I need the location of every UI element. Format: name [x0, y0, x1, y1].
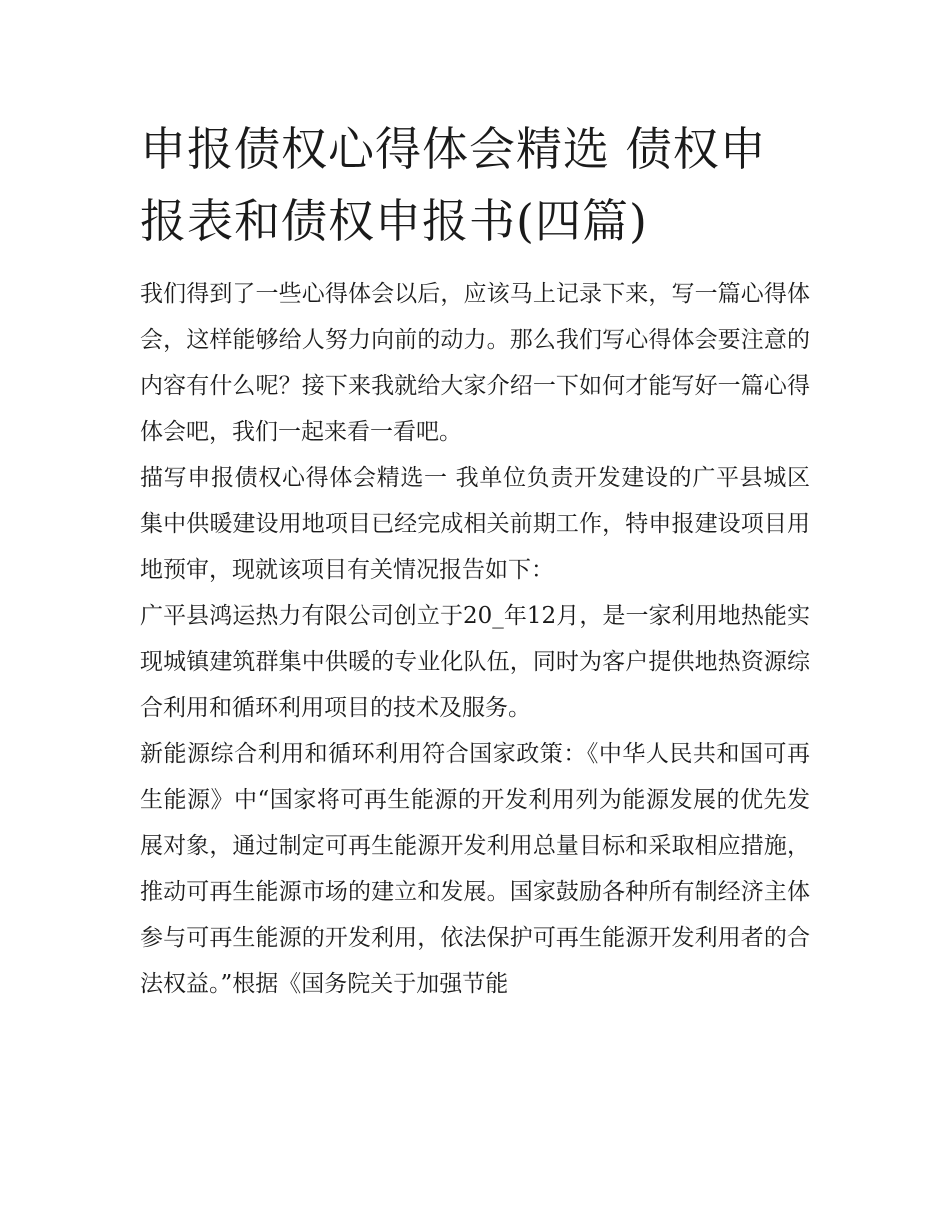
document-title: 申报债权心得体会精选 债权申报表和债权申报书(四篇): [140, 122, 767, 248]
paragraph-project-report: 描写申报债权心得体会精选一 我单位负责开发建设的广平县城区集中供暖建设用地项目已经完成相关前期工作，特申报建设项目用地预审，现就该项目有关情况报告如下：: [140, 465, 810, 583]
paragraph-intro: 我们得到了一些心得体会以后，应该马上记录下来，写一篇心得体会，这样能够给人努力向前的动力。那么我们写心得体会要注意的内容有什么呢？接下来我就给大家介绍一下如何才能写好一篇心得体会吧，我们一起来看一看吧。: [140, 281, 810, 445]
document-body: [140, 113, 810, 1007]
paragraph-company-profile: 广平县鸿运热力有限公司创立于20_年12月，是一家利用地热能实现城镇建筑群集中供暖的专业化队伍，同时为客户提供地热资源综合利用和循环利用项目的技术及服务。: [140, 603, 810, 721]
paragraph-policy: 新能源综合利用和循环利用符合国家政策：《中华人民共和国可再生能源》中“国家将可再生能源的开发利用列为能源发展的优先发展对象，通过制定可再生能源开发利用总量目标和采取相应措施，推动可再生能源市场的建立和发展。国家鼓励各种所有制经济主体参与可再生能源的开发利用，依法保护可再生能源开发利用者的合法权益。”根据《国务院关于加强节能: [140, 741, 810, 997]
